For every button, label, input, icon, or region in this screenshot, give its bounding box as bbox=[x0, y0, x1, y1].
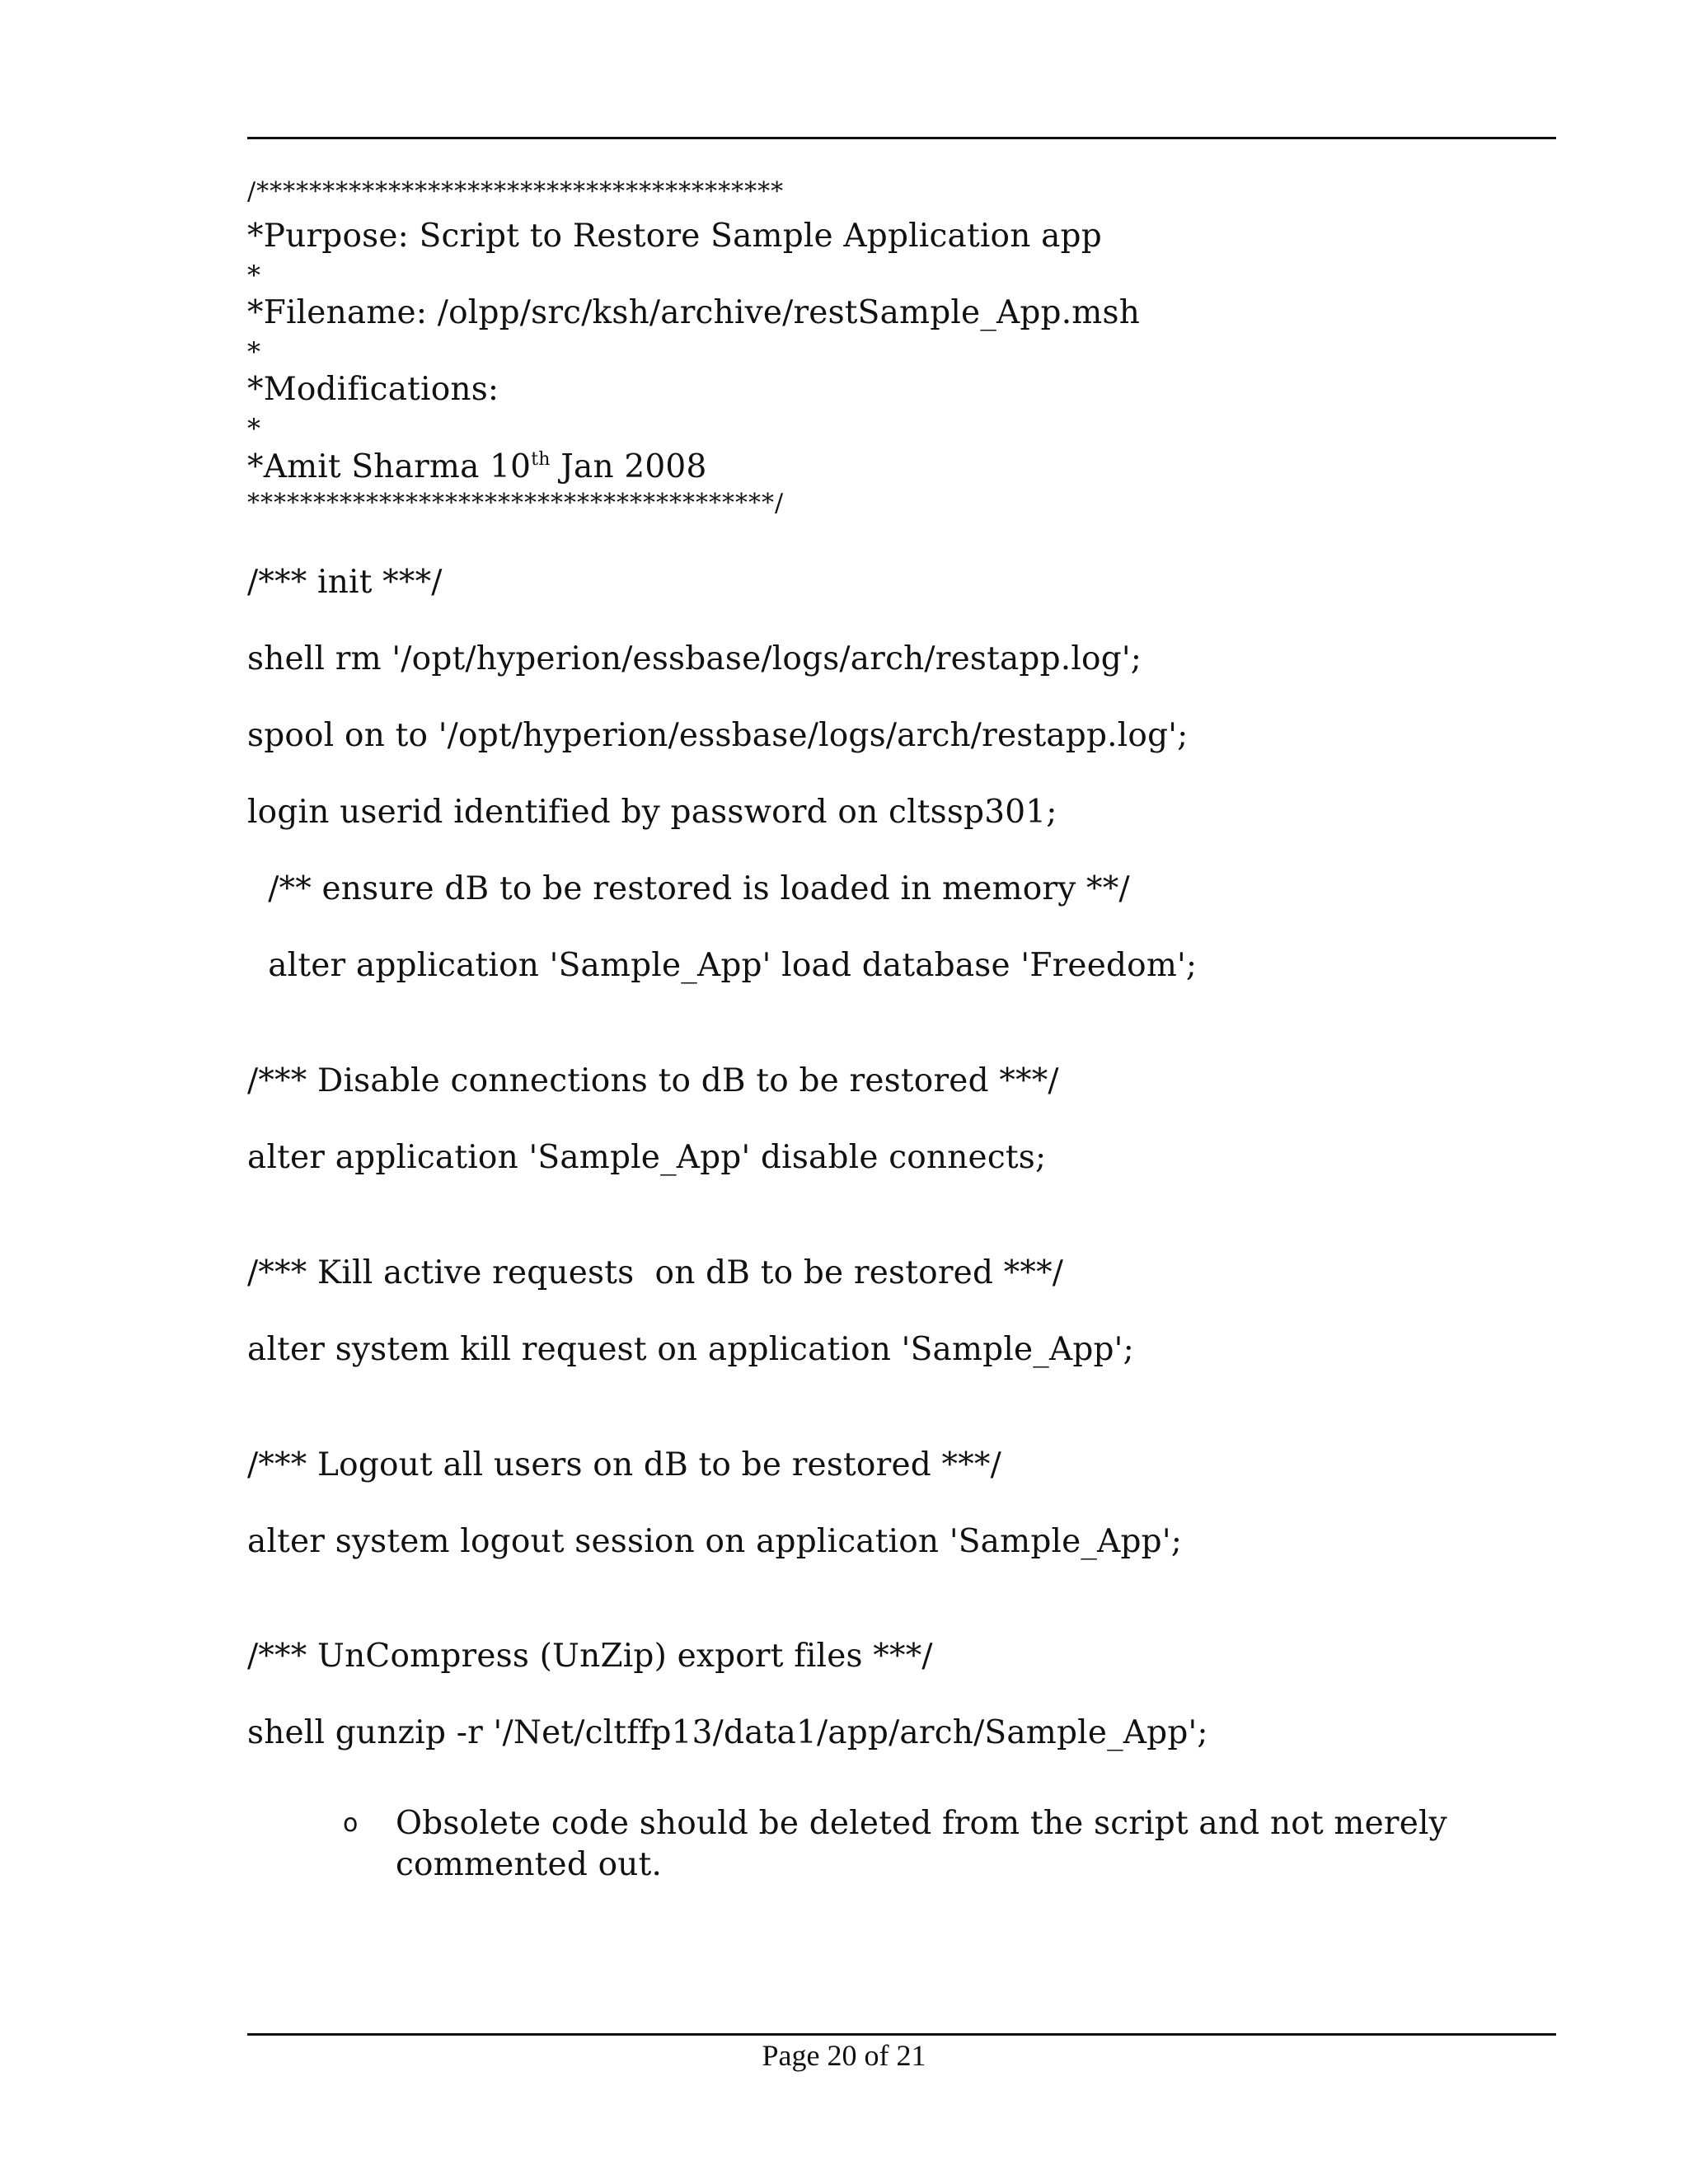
blank-star-line: * bbox=[247, 413, 260, 444]
bullet-text: Obsolete code should be deleted from the script and not merely commented out. bbox=[396, 1805, 1447, 1883]
comment-open-line: /**************************************** bbox=[247, 177, 785, 206]
alter-logout-line: alter system logout session on application 'Sample_App'; bbox=[247, 1523, 1183, 1560]
header-rule bbox=[247, 137, 1556, 139]
hollow-bullet-icon: o bbox=[343, 1809, 359, 1838]
ordinal-suffix: th bbox=[531, 449, 551, 470]
shell-rm-line: shell rm '/opt/hyperion/essbase/logs/arch/restapp.log'; bbox=[247, 640, 1142, 677]
uncompress-comment: /*** UnCompress (UnZip) export files ***/ bbox=[247, 1638, 933, 1675]
author-name-date: *Amit Sharma 10 bbox=[247, 448, 532, 485]
alter-load-line: alter application 'Sample_App' load database 'Freedom'; bbox=[247, 947, 1198, 984]
login-line: login userid identified by password on cltssp301; bbox=[247, 794, 1057, 831]
footer-rule bbox=[247, 2033, 1556, 2036]
disable-connections-comment: /*** Disable connections to dB to be restored ***/ bbox=[247, 1062, 1059, 1099]
alter-kill-line: alter system kill request on application 'Sample_App'; bbox=[247, 1331, 1134, 1368]
gunzip-line: shell gunzip -r '/Net/cltffp13/data1/app/arch/Sample_App'; bbox=[247, 1714, 1208, 1751]
modifications-line: *Modifications: bbox=[247, 371, 499, 408]
kill-requests-comment: /*** Kill active requests on dB to be restored ***/ bbox=[247, 1254, 1064, 1291]
spool-on-line: spool on to '/opt/hyperion/essbase/logs/arch/restapp.log'; bbox=[247, 717, 1189, 754]
ensure-loaded-comment: /** ensure dB to be restored is loaded in memory **/ bbox=[247, 870, 1130, 907]
filename-line: *Filename: /olpp/src/ksh/archive/restSample_App.msh bbox=[247, 294, 1141, 331]
page-number: Page 20 of 21 bbox=[762, 2039, 926, 2072]
author-date-rest: Jan 2008 bbox=[550, 448, 707, 485]
init-comment: /*** init ***/ bbox=[247, 564, 443, 601]
blank-star-line: * bbox=[247, 336, 260, 368]
logout-users-comment: /*** Logout all users on dB to be restored ***/ bbox=[247, 1446, 1001, 1483]
blank-star-line: * bbox=[247, 260, 260, 291]
alter-disable-line: alter application 'Sample_App' disable connects; bbox=[247, 1139, 1047, 1176]
author-line bbox=[247, 448, 706, 486]
comment-close-line: ****************************************/ bbox=[247, 489, 785, 518]
purpose-line: *Purpose: Script to Restore Sample Application app bbox=[247, 218, 1102, 255]
